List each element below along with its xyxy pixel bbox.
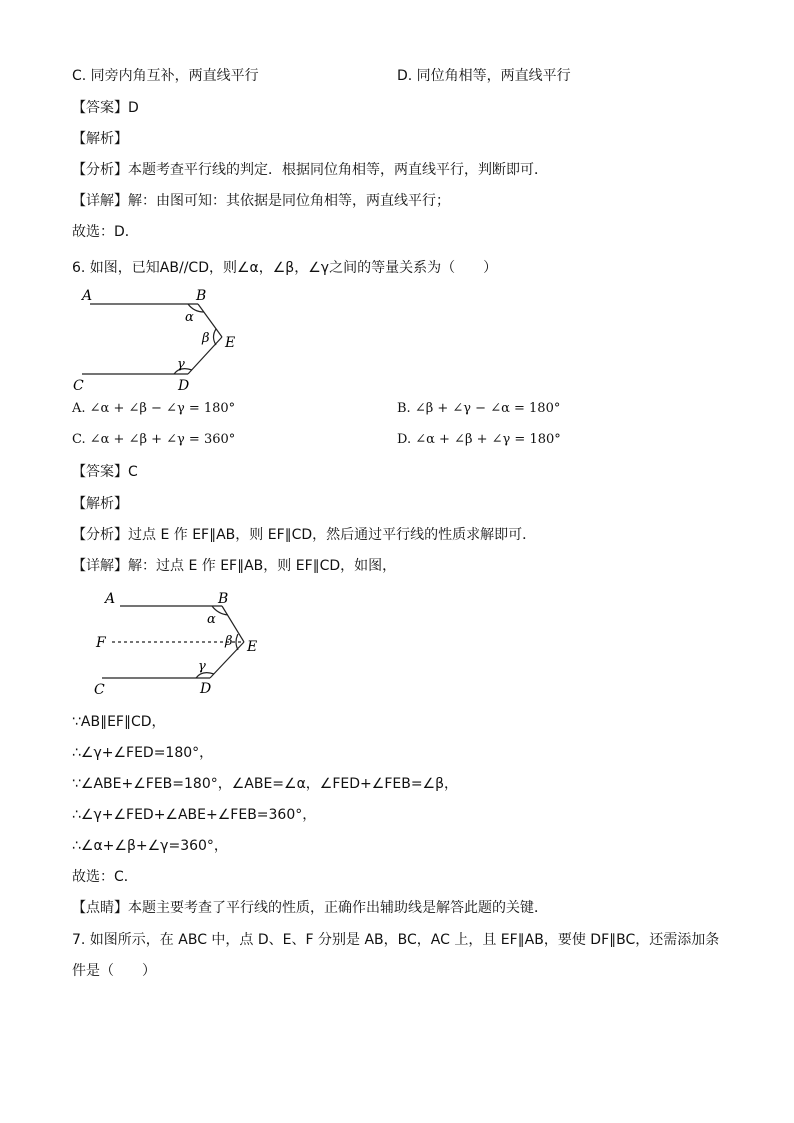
label-gamma: γ [177, 357, 185, 372]
label-a: A [105, 591, 116, 607]
q6-option-c: C. ∠α + ∠β + ∠γ = 360° [72, 432, 236, 447]
q6-option-d: D. ∠α + ∠β + ∠γ = 180° [397, 432, 561, 447]
q5-jiexi: 【解析】 [72, 131, 128, 147]
q6-figure-2 [92, 586, 282, 700]
arc-beta [214, 329, 217, 345]
q6-step-2: ∴∠γ+∠FED=180°， [72, 745, 214, 761]
label-b: B [196, 288, 207, 304]
q6-choose: 故选：C． [72, 869, 138, 885]
q5-answer: 【答案】D [72, 100, 139, 116]
label-b: B [218, 591, 229, 607]
arc-beta [236, 634, 238, 650]
label-d: D [200, 681, 212, 697]
label-alpha: α [207, 612, 216, 627]
label-beta: β [225, 634, 233, 649]
q6-step-4: ∴∠γ+∠FED+∠ABE+∠FEB=360°， [72, 807, 317, 823]
label-e: E [247, 639, 258, 655]
label-beta: β [202, 331, 210, 346]
q6-step-1: ∵AB∥EF∥CD， [72, 714, 166, 730]
q6-step-3: ∵∠ABE+∠FEB=180°，∠ABE=∠α，∠FED+∠FEB=∠β， [72, 776, 459, 792]
q6-answer: 【答案】C [72, 464, 138, 480]
q5-option-d: D. 同位角相等，两直线平行 [397, 68, 571, 84]
q5-option-c: C. 同旁内角互补，两直线平行 [72, 68, 259, 84]
label-alpha: α [185, 310, 194, 325]
q6-option-b: B. ∠β + ∠γ − ∠α = 180° [397, 401, 561, 416]
q6-comment: 【点睛】本题主要考查了平行线的性质，正确作出辅助线是解答此题的关键． [72, 900, 548, 916]
label-a: A [82, 288, 93, 304]
q6-figure-1 [70, 284, 270, 396]
q6-stem: 6. 如图，已知AB//CD，则∠α，∠β，∠γ之间的等量关系为（ ） [72, 260, 498, 276]
label-c: C [73, 378, 84, 394]
label-c: C [94, 682, 105, 698]
q6-detail: 【详解】解：过点 E 作 EF∥AB，则 EF∥CD，如图， [72, 558, 397, 574]
label-f: F [96, 635, 106, 651]
q6-option-a: A. ∠α + ∠β − ∠γ = 180° [72, 401, 236, 416]
label-gamma: γ [198, 659, 206, 674]
q7-stem-line-2: 件是（ ） [72, 963, 156, 979]
q5-analysis: 【分析】本题考查平行线的判定．根据同位角相等，两直线平行，判断即可． [72, 162, 548, 178]
q5-choose: 故选：D． [72, 224, 139, 240]
q5-detail: 【详解】解：由图可知：其依据是同位角相等，两直线平行； [72, 193, 450, 209]
q6-step-5: ∴∠α+∠β+∠γ=360°， [72, 838, 228, 854]
q7-stem-line-1: 7. 如图所示，在 ABC 中，点 D、E、F 分别是 AB，BC，AC 上，且 EF∥AB，要使 DF∥BC，还需添加条 [72, 932, 720, 948]
q6-analysis: 【分析】过点 E 作 EF∥AB，则 EF∥CD，然后通过平行线的性质求解即可． [72, 527, 537, 543]
q6-jiexi: 【解析】 [72, 496, 128, 512]
label-d: D [178, 378, 190, 394]
label-e: E [225, 335, 236, 351]
